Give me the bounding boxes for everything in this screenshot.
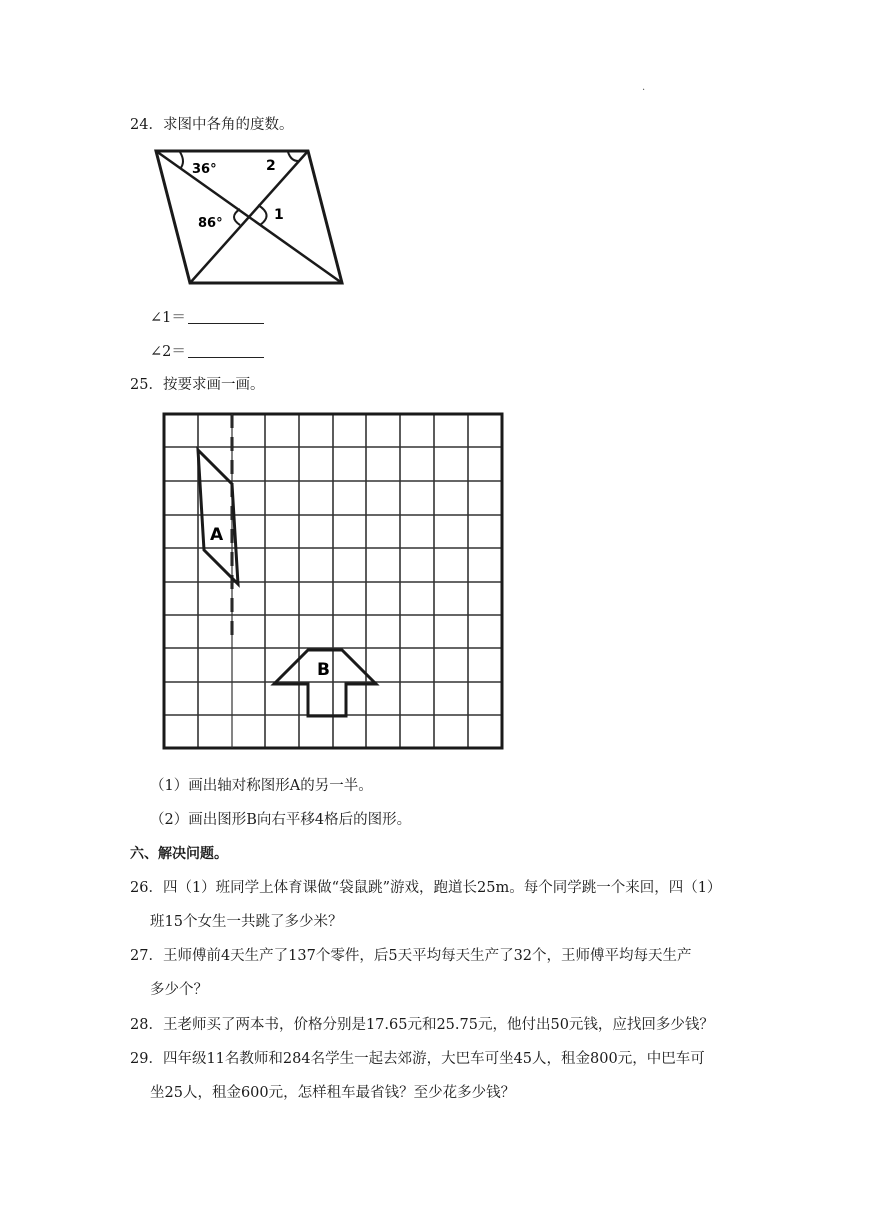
q25-title: 25．按要求画一画。 xyxy=(130,377,265,393)
q29-line1: 29．四年级11名教师和284名学生一起去郊游，大巴车可坐45人，租金800元，中巴车可 xyxy=(130,1051,705,1067)
q24-parallelogram-figure xyxy=(150,145,350,290)
angle-36-label: 36° xyxy=(192,162,217,177)
q26-line2: 班15个女生一共跳了多少米？ xyxy=(150,914,343,930)
q27-line1: 27．王师傅前4天生产了137个零件，后5天平均每天生产了32个，王师傅平均每天生产 xyxy=(130,948,692,964)
q24-title: 24．求图中各角的度数。 xyxy=(130,117,294,133)
angle-86-label: 86° xyxy=(198,216,223,231)
q25-sub1: （1）画出轴对称图形A的另一半。 xyxy=(150,778,373,794)
header-dot: . xyxy=(642,82,646,93)
angle-2-label: 2 xyxy=(266,158,276,174)
q28-line1: 28．王老师买了两本书，价格分别是17.65元和25.75元，他付出50元钱，应找回多少钱？ xyxy=(130,1017,714,1033)
q25-sub2: （2）画出图形B向右平移4格后的图形。 xyxy=(150,812,412,828)
answer-1-blank[interactable] xyxy=(188,309,264,324)
answer-2-blank[interactable] xyxy=(188,343,264,358)
q24-answer-2 xyxy=(150,340,264,361)
q25-grid-figure xyxy=(140,402,510,757)
angle-1-label: 1 xyxy=(274,207,284,223)
q27-line2: 多少个？ xyxy=(150,982,208,998)
answer-2-label: ∠2＝ xyxy=(150,344,186,360)
arc-1 xyxy=(258,205,267,225)
answer-1-label: ∠1＝ xyxy=(150,310,186,326)
arc-2 xyxy=(288,152,298,161)
section-6-title: 六、解决问题。 xyxy=(130,846,228,862)
q24-answer-1 xyxy=(150,306,264,327)
shape-b-label: B xyxy=(317,660,330,680)
q26-line1: 26．四（1）班同学上体育课做“袋鼠跳”游戏，跑道长25m。每个同学跳一个来回，四（1） xyxy=(130,880,722,896)
arc-36 xyxy=(180,152,183,169)
q29-line2: 坐25人，租金600元，怎样租车最省钱？至少花多少钱？ xyxy=(150,1085,516,1101)
grid-lines xyxy=(164,414,502,748)
shape-a-label: A xyxy=(210,525,224,545)
